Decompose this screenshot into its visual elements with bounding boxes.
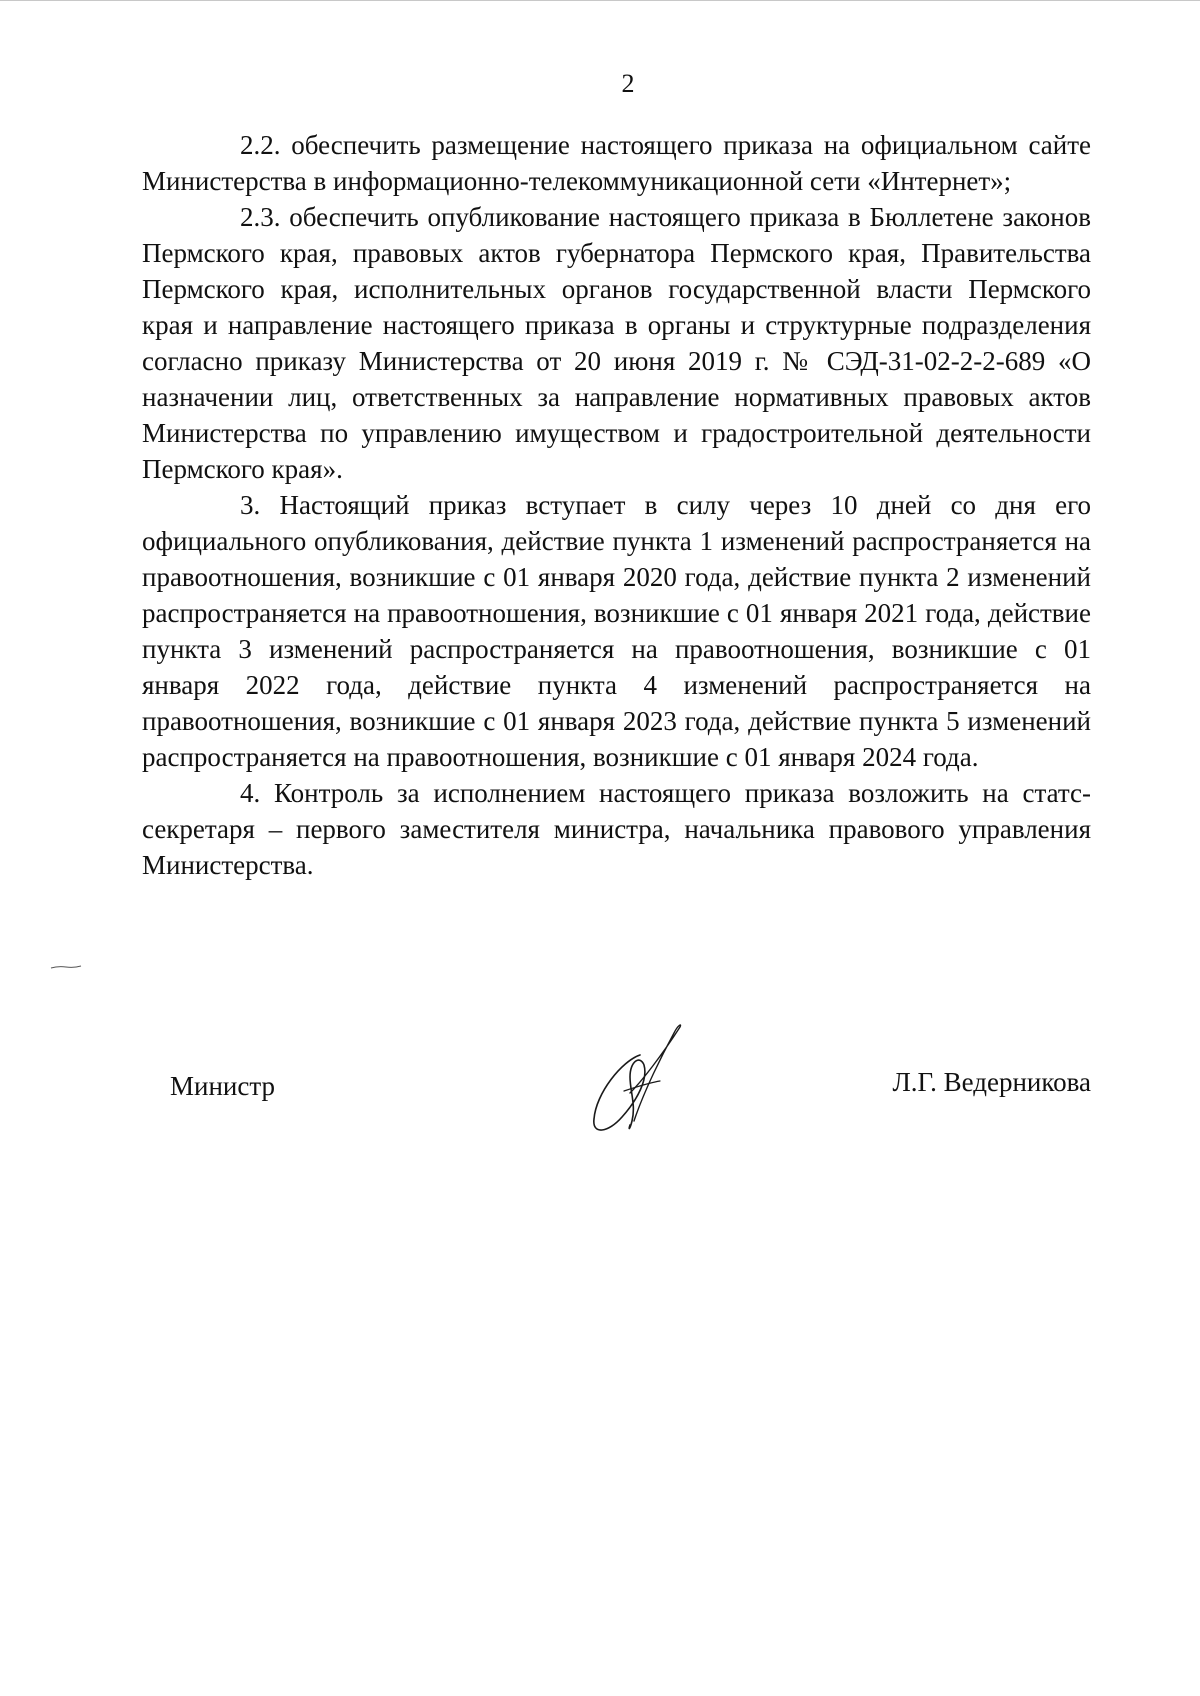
signature-block [142, 1021, 1091, 1141]
paragraph-3: 3. Настоящий приказ вступает в силу через 10 дней со дня его официального опубликования, действие пункта 1 изменений распространяется на правоотношения, возникшие с 01 января 2020 года, действие пункта 2 изменений распространяется на правоотношения, возникшие с 01 января 2021 года, действие пункта 3 изменений распространяется на правоотношения, возникшие с 01 января 2022 года, действие пункта 4 изменений распространяется на правоотношения, возникшие с 01 января 2023 года, действие пункта 5 изменений распространяется на правоотношения, возникшие с 01 января 2024 года. [142, 490, 1091, 772]
margin-mark [50, 964, 82, 970]
handwritten-signature [582, 1021, 702, 1141]
page-number: 2 [621, 69, 635, 98]
paragraph-2-2: 2.2. обеспечить размещение настоящего приказа на официальном сайте Министерства в информационно-телекоммуникационной сети «Интернет»; [142, 130, 1091, 196]
paragraph-2-3: 2.3. обеспечить опубликование настоящего приказа в Бюллетене законов Пермского края, правовых актов губернатора Пермского края, Правительства Пермского края, исполнительных органов государственной власти Пермского края и направление настоящего приказа в органы и структурные подразделения согласно приказу Министерства от 20 июня 2019 г. № СЭД-31-02-2-2-689 «О назначении лиц, ответственных за направление нормативных правовых актов Министерства по управлению имуществом и градостроительной деятельности Пермского края». [142, 202, 1091, 484]
document-body [142, 127, 1091, 883]
signer-title: Министр [170, 1071, 275, 1101]
signer-name: Л.Г. Ведерникова [892, 1067, 1091, 1097]
paragraph-4: 4. Контроль за исполнением настоящего приказа возложить на статс-секретаря – первого заместителя министра, начальника правового управления Министерства. [142, 778, 1091, 880]
